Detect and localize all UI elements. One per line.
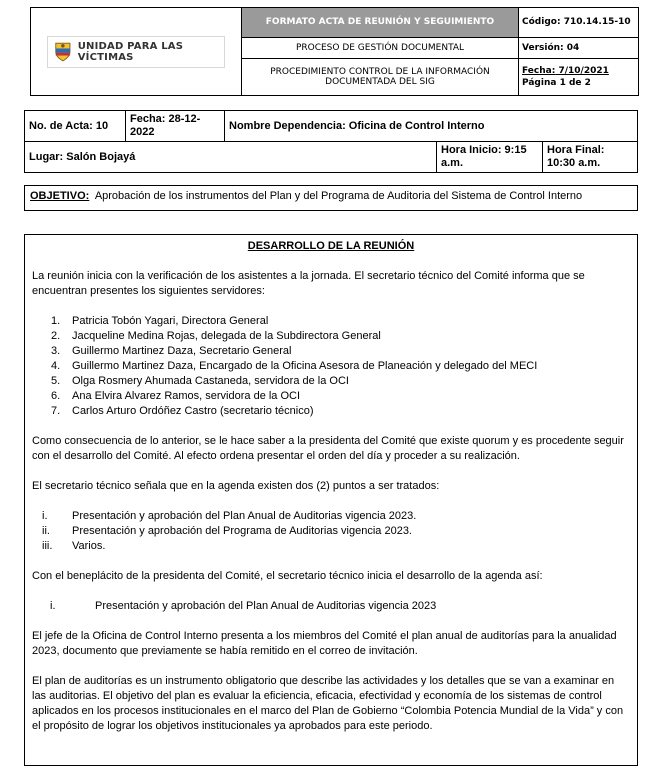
acta-number: No. de Acta: 10: [25, 111, 126, 142]
paragraph-agenda-start: Con el beneplácito de la presidenta del Comité, el secretario técnico inicia el desarrollo de la agenda así:: [32, 570, 543, 582]
list-item: i. Presentación y aprobación del Plan Anual de Auditorias vigencia 2023.: [42, 510, 417, 522]
list-item: 4. Guillermo Martinez Daza, Encargado de la Oficina Asesora de Planeación y delegado del MECI: [51, 360, 538, 372]
list-item: ii. Presentación y aprobación del Programa de Auditorias vigencia 2023.: [42, 525, 412, 537]
meeting-development-section: [24, 234, 638, 766]
meeting-info-table: [24, 110, 638, 173]
attendee-list: [32, 314, 630, 419]
version-cell: Versión: 04: [519, 37, 639, 58]
document-header: [30, 7, 639, 96]
date-page-cell: Fecha: 7/10/2021 Página 1 de 2: [519, 59, 639, 96]
coat-of-arms-icon: [54, 40, 72, 64]
paragraph-plan-presentation: El jefe de la Oficina de Control Interno presenta a los miembros del Comité el plan anual de auditorías para la anualidad 2023, documento que previamente se había remitido en el correo de invitación.: [32, 630, 617, 657]
procedure-name: PROCEDIMIENTO CONTROL DE LA INFORMACIÓN DOCUMENTADA DEL SIG: [242, 59, 519, 96]
process-name: PROCESO DE GESTIÓN DOCUMENTAL: [242, 37, 519, 58]
objective-cell: [25, 186, 638, 211]
agenda-list: [32, 509, 630, 554]
paragraph-plan-description: El plan de auditorías es un instrumento obligatorio que describe las actividades y los detalles que se van a examinar en las auditorias. El objetivo del plan es evaluar la eficiencia, eficacia, efectividad y economía de los sistemas de control aplicados en los procesos institucionales en el marco del Plan de Gobierno “Colombia Potencia Mundial de la Vida” y con el propósito de lograr los objetivos institucionales ya aprobados para este periodo.: [32, 675, 624, 732]
brand-name: UNIDAD PARA LAS VÍCTIMAS: [77, 40, 184, 63]
list-item: 5. Olga Rosmery Ahumada Castaneda, servidora de la OCI: [51, 375, 349, 387]
meeting-place: Lugar: Salón Bojayá: [25, 142, 437, 173]
brand-logo: [47, 36, 225, 68]
meeting-date: Fecha: 28-12-2022: [126, 111, 225, 142]
list-item: 1. Patricia Tobón Yagari, Directora General: [51, 315, 269, 327]
end-time: Hora Final: 10:30 a.m.: [543, 142, 638, 173]
agenda-item-heading: [32, 599, 630, 614]
list-item: 2. Jacqueline Medina Rojas, delegada de la Subdirectora General: [51, 330, 381, 342]
list-item: 6. Ana Elvira Alvarez Ramos, servidora de la OCI: [51, 390, 301, 402]
list-item: 3. Guillermo Martinez Daza, Secretario General: [51, 345, 292, 357]
paragraph-intro: La reunión inicia con la verificación de los asistentes a la jornada. El secretario técnico del Comité informa que se encuentran presentes los siguientes servidores:: [32, 270, 585, 297]
code-cell: Código: 710.14.15-10: [519, 8, 639, 38]
logo-cell: [31, 8, 242, 96]
section-title: DESARROLLO DE LA REUNIÓN: [247, 240, 415, 252]
form-title: FORMATO ACTA DE REUNIÓN Y SEGUIMIENTO: [242, 8, 519, 38]
paragraph-quorum: Como consecuencia de lo anterior, se le hace saber a la presidenta del Comité que existe quorum y es procedente seguir con el desarrollo del Comité. Al efecto ordena presentar el orden del día y proceder a su realización.: [32, 435, 624, 462]
list-item: iii. Varios.: [42, 540, 106, 552]
start-time: Hora Inicio: 9:15 a.m.: [437, 142, 543, 173]
list-item: i. Presentación y aprobación del Plan Anual de Auditorias vigencia 2023: [50, 600, 437, 612]
objective-text: Aprobación de los instrumentos del Plan y del Programa de Auditoria del Sistema de Control Interno: [94, 190, 583, 202]
dependency-name: Nombre Dependencia: Oficina de Control Interno: [225, 111, 638, 142]
objective-table: [24, 185, 638, 211]
objective-label: OBJETIVO:: [30, 190, 90, 202]
list-item: 7. Carlos Arturo Ordóñez Castro (secretario técnico): [51, 405, 314, 417]
paragraph-agenda-intro: El secretario técnico señala que en la agenda existen dos (2) puntos a ser tratados:: [32, 480, 440, 492]
